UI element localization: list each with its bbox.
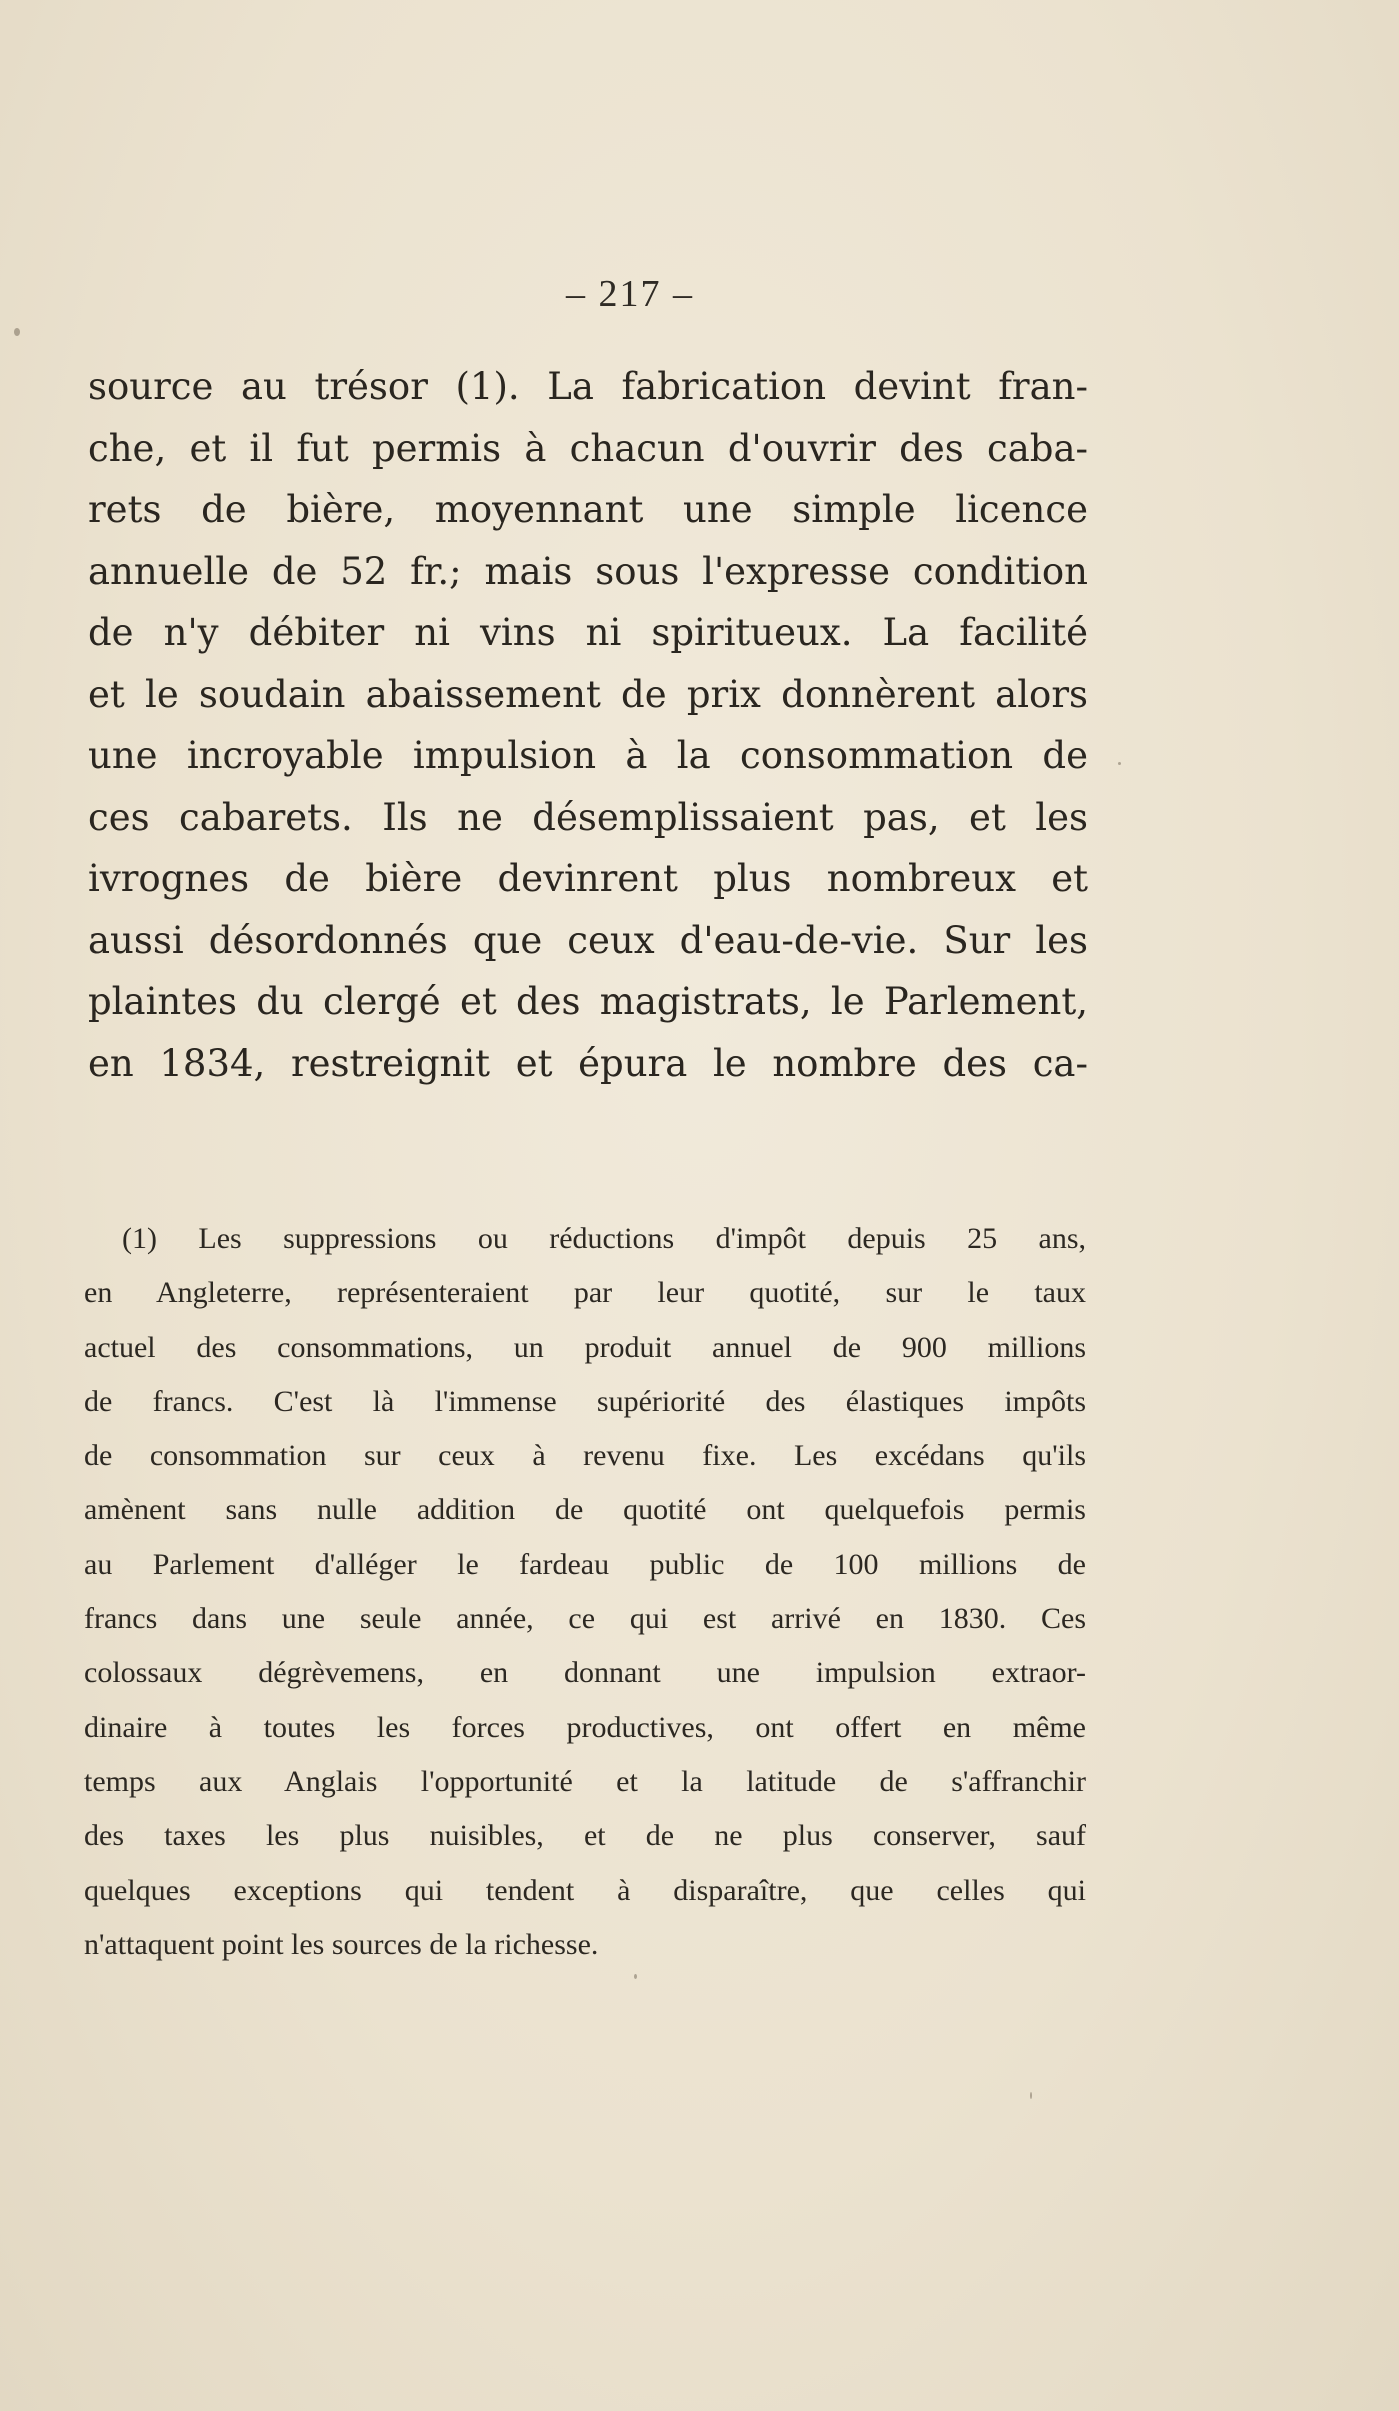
page-number: – 217 – — [566, 273, 694, 315]
body-line: source au trésor (1). La fabrication devint fran- — [88, 365, 1088, 408]
body-line: rets de bière, moyennant une simple licence — [88, 488, 1088, 531]
footnote-line: temps aux Anglais l'opportunité et la latitude de s'affranchir — [84, 1764, 1086, 1798]
footnote-line: amènent sans nulle addition de quotité ont quelquefois permis — [84, 1493, 1086, 1527]
body-line: une incroyable impulsion à la consommation de — [88, 734, 1088, 777]
footnote-line: dinaire à toutes les forces productives, ont offert en même — [84, 1710, 1086, 1744]
footnote-line: au Parlement d'alléger le fardeau public de 100 millions de — [84, 1547, 1086, 1581]
footnote-line: de consommation sur ceux à revenu fixe. Les excédans qu'ils — [84, 1439, 1086, 1473]
body-line: aussi désordonnés que ceux d'eau-de-vie. Sur les — [88, 918, 1088, 962]
body-line: ces cabarets. Ils ne désemplissaient pas, et les — [88, 795, 1088, 839]
footnote-line: colossaux dégrèvemens, en donnant une impulsion extraor- — [84, 1656, 1086, 1690]
body-line: de n'y débiter ni vins ni spiritueux. La facilité — [88, 611, 1088, 654]
footnote-line: actuel des consommations, un produit annuel de 900 millions — [84, 1330, 1086, 1364]
footnote — [84, 1212, 1086, 1972]
body-line: et le soudain abaissement de prix donnèrent alors — [88, 672, 1088, 716]
body-line: annuelle de 52 fr.; mais sous l'expresse condition — [88, 549, 1088, 593]
body-line: en 1834, restreignit et épura le nombre des ca- — [88, 1041, 1088, 1085]
paper-speck — [1030, 2092, 1032, 2099]
body-line: che, et il fut permis à chacun d'ouvrir des caba- — [88, 426, 1088, 470]
body-line: plaintes du clergé et des magistrats, le Parlement, — [88, 980, 1088, 1023]
paper-speck — [1118, 762, 1121, 765]
body-line: ivrognes de bière devinrent plus nombreux et — [88, 857, 1088, 900]
paper-speck — [14, 328, 20, 336]
footnote-line: des taxes les plus nuisibles, et de ne plus conserver, sauf — [84, 1819, 1086, 1853]
footnote-line: en Angleterre, représenteraient par leur quotité, sur le taux — [84, 1276, 1086, 1310]
body-text — [88, 356, 1088, 1094]
footnote-line: quelques exceptions qui tendent à disparaître, que celles qui — [84, 1873, 1086, 1907]
paper-speck — [634, 1974, 637, 1979]
footnote-line: de francs. C'est là l'immense supériorité des élastiques impôts — [84, 1384, 1086, 1418]
footnote-line: (1) Les suppressions ou réductions d'impôt depuis 25 ans, — [122, 1222, 1086, 1255]
footnote-line: francs dans une seule année, ce qui est arrivé en 1830. Ces — [84, 1602, 1086, 1636]
footnote-line: n'attaquent point les sources de la richesse. — [84, 1927, 599, 1961]
